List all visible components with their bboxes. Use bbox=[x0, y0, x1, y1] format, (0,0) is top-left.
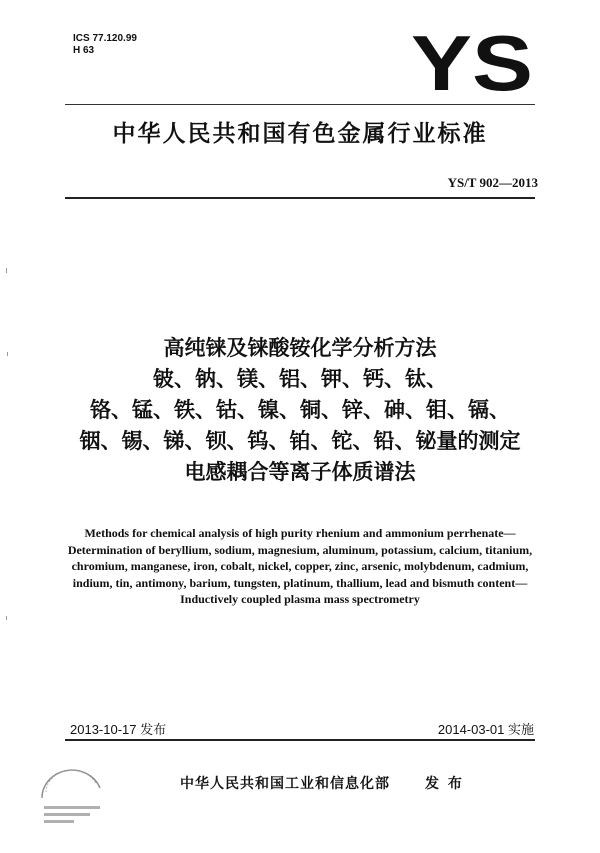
title-cn-line: 电感耦合等离子体质谱法 bbox=[184, 460, 416, 484]
classification-codes bbox=[73, 33, 137, 57]
title-en-line: indium, tin, antimony, barium, tungsten, platinum, thallium, lead and bismuth content— bbox=[72, 575, 528, 590]
implementation-date: 2014-03-01 实施 bbox=[437, 722, 534, 737]
scan-speck bbox=[6, 616, 7, 620]
ys-logo bbox=[408, 28, 536, 98]
issue-date: 2013-10-17 发布 bbox=[70, 722, 167, 737]
title-en-line: chromium, manganese, iron, cobalt, nickel, copper, zinc, arsenic, molybdenum, cadmium, bbox=[71, 559, 529, 573]
seal-stamp bbox=[30, 768, 110, 834]
title-english bbox=[20, 525, 580, 608]
standard-number: YS/T 902—2013 bbox=[447, 175, 538, 190]
title-chinese bbox=[40, 333, 560, 488]
issue-label: 发 布 bbox=[425, 776, 464, 792]
title-cn-line: 铍、钠、镁、铝、钾、钙、钛、 bbox=[153, 367, 447, 391]
scan-speck bbox=[6, 268, 7, 273]
ics-code: ICS 77.120.99 bbox=[73, 33, 137, 44]
title-en-line: Determination of beryllium, sodium, magnesium, aluminum, potassium, calcium, titanium, bbox=[67, 542, 533, 557]
divider-top bbox=[65, 104, 535, 105]
issuing-authority: 中华人民共和国工业和信息化部 bbox=[180, 776, 390, 792]
title-en-line: Methods for chemical analysis of high purity rhenium and ammonium perrhenate— bbox=[84, 526, 516, 540]
divider-footer bbox=[65, 739, 535, 741]
title-en-line: Inductively coupled plasma mass spectrometry bbox=[180, 592, 420, 606]
divider-header bbox=[65, 197, 535, 199]
scan-speck bbox=[7, 352, 8, 356]
title-cn-line: 高纯铼及铼酸铵化学分析方法 bbox=[163, 336, 437, 360]
logo-text: YS bbox=[411, 28, 533, 98]
ccs-code: H 63 bbox=[73, 45, 95, 56]
standard-category-title: 中华人民共和国有色金属行业标准 bbox=[112, 121, 488, 147]
title-cn-line: 铟、锡、锑、钡、钨、铂、铊、铅、铋量的测定 bbox=[79, 429, 521, 453]
title-cn-line: 铬、锰、铁、钴、镍、铜、锌、砷、钼、镉、 bbox=[90, 398, 510, 422]
